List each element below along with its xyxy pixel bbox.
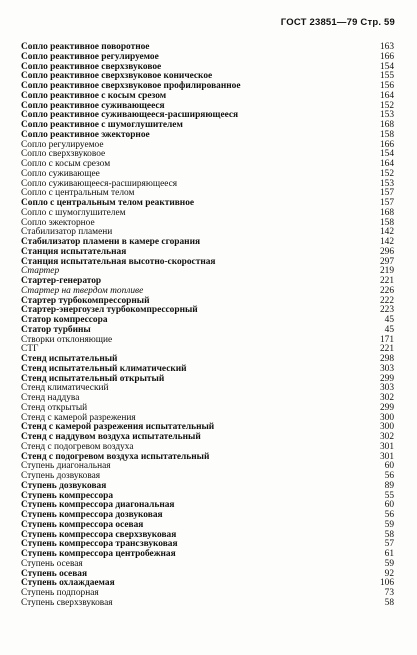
index-page-number: 142 [379,227,394,238]
index-term: Створки отклоняющие [21,334,113,345]
index-term: Ступень дозвуковая [21,480,107,491]
index-page-number: 89 [384,480,394,491]
index-page-number: 300 [379,412,394,423]
index-page-number: 155 [379,71,394,82]
index-page-number: 296 [379,246,394,257]
index-page-number: 154 [379,61,394,72]
index-page-number: 45 [384,324,394,335]
index-term: Сопло реактивное эжекторное [21,129,150,140]
index-page-number: 56 [384,510,394,520]
index-page-number: 168 [379,120,394,130]
index-term: Сопло эжекторное [21,217,95,228]
index-page-number: 157 [379,198,394,208]
index-page-number: 302 [379,432,394,442]
index-page-number: 221 [379,344,394,355]
index-page-number: 153 [379,178,394,189]
index-page-number: 157 [379,188,394,199]
index-term: Сопло с косым срезом [21,159,111,169]
index-page-number: 153 [379,110,394,121]
index-page-number: 301 [379,451,394,462]
index-page-number: 152 [379,168,394,179]
index-term: Стартер [21,266,60,277]
index-page-number: 171 [379,334,394,345]
page-header [281,17,395,28]
index-term: Стенд испытательный открытый [21,373,165,384]
index-page-number: 164 [379,90,394,101]
index-page-number: 142 [379,237,394,247]
index-page-number: 61 [384,549,394,559]
index-page-number: 58 [384,597,394,608]
index-page-number: 166 [379,139,394,150]
index-term: Ступень осевая [21,568,88,579]
index-term: Стартер турбокомпрессорный [21,295,150,306]
index-term: Ступень компрессора дозвуковая [21,510,163,520]
index-term: Сопло реактивное суживающееся [21,100,165,111]
index-term: Ступень сверхзвуковая [21,597,113,608]
index-term: Ступень компрессора [21,490,114,501]
index-page-number: 106 [379,578,394,589]
index-page-number: 158 [379,129,394,140]
index-term: Стенд с камерой разрежения [21,412,136,423]
index-term: Сопло суживающее [21,168,100,179]
index-term: Сопло суживающееся-расширяющееся [21,178,178,189]
index-term: Стенд с подогревом воздуха [21,441,134,452]
index-page-number: 58 [384,529,394,540]
index-term: Сопло реактивное с шумоглушителем [21,120,183,130]
index-page-number: 158 [379,217,394,228]
index-term: Ступень компрессора сверхзвуковая [21,529,177,540]
index-term: Стартер на твердом топливе [21,285,144,296]
index-page-number: 303 [379,363,394,374]
index-term: Стенд наддува [21,393,80,403]
index-term: Сопло сверхзвуковое [21,149,106,160]
index-term: Ступень подпорная [21,588,99,598]
index-list [21,43,394,609]
index-term: Сопло реактивное сверхзвуковое [21,61,162,72]
index-term: Сопло регулируемое [21,139,104,150]
index-term: Статор компрессора [21,315,108,325]
index-page-number: 219 [379,266,394,277]
index-page-number: 156 [379,81,394,91]
index-page-number: 297 [379,256,394,267]
index-term: Ступень компрессора трансзвуковая [21,539,178,550]
index-page-number: 57 [384,539,394,550]
index-page-number: 223 [379,305,394,316]
index-entry [21,599,394,609]
index-page-number: 55 [384,490,394,501]
index-page-number: 300 [379,422,394,433]
index-term: Стенд климатический [21,383,109,394]
index-page-number: 302 [379,393,394,403]
index-page-number: 301 [379,441,394,452]
index-page-number: 59 [384,558,394,569]
index-page-number: 56 [384,471,394,481]
index-page-number: 92 [384,568,394,579]
index-page-number: 222 [379,295,394,306]
index-term: Стенд открытый [21,402,88,413]
index-page-number: 152 [379,100,394,111]
index-term: Сопло с центральным телом [21,188,135,199]
index-page-number: 168 [379,207,394,218]
index-page-number: 166 [379,51,394,62]
index-page-number: 226 [379,285,394,296]
index-page-number: 73 [384,588,394,598]
index-term: Стенд с наддувом воздуха испытательный [21,432,201,442]
index-term: Ступень охлаждаемая [21,578,115,589]
index-page-number: 164 [379,159,394,169]
index-page-number: 154 [379,149,394,160]
index-term: Сопло реактивное регулируемое [21,51,159,62]
index-page-number: 299 [379,402,394,413]
index-page-number: 163 [379,42,394,52]
index-term: Станция испытательная высотно-скоростная [21,256,216,267]
index-term: Сопло реактивное поворотное [21,42,150,52]
index-term: Сопло с шумоглушителем [21,207,126,218]
index-term: Сопло реактивное сверхзвуковое коническое [21,71,213,82]
index-term: Сопло с центральным телом реактивное [21,198,195,208]
index-term: Ступень осевая [21,558,83,569]
index-term: Стартер-генератор [21,276,102,286]
index-term: Стенд испытательный климатический [21,363,187,374]
standard-code: ГОСТ 23851—79 [280,17,358,28]
index-page-number: 60 [384,461,394,472]
index-term: Ступень дозвуковая [21,471,101,481]
page-label: Стр. [360,17,382,28]
index-page-number: 298 [379,354,394,364]
index-term: Стенд с камерой разрежения испытательный [21,422,215,433]
index-page-number: 303 [379,383,394,394]
index-term: Стабилизатор пламени в камере сгорания [21,237,201,247]
index-entry [21,258,394,268]
index-term: Сопло реактивное с косым срезом [21,90,167,101]
index-page-number: 59 [384,519,394,530]
index-term: Статор турбины [21,324,91,335]
index-term: Стенд с подогревом воздуха испытательный [21,451,210,462]
index-term: Сопло реактивное сверхзвуковое профилированное [21,81,241,91]
index-page-number: 45 [384,315,394,325]
index-page-number: 60 [384,500,394,511]
index-term: СТГ [21,344,39,355]
index-entry [21,336,394,346]
index-term: Стартер-энергоузел турбокомпрессорный [21,305,198,316]
index-term: Ступень диагональная [21,461,111,472]
index-term: Ступень компрессора центробежная [21,549,176,559]
index-term: Ступень компрессора диагональная [21,500,175,511]
page-number: 59 [384,17,395,28]
index-page-number: 299 [379,373,394,384]
index-term: Станция испытательная [21,246,127,257]
index-page-number: 221 [379,276,394,286]
index-term: Сопло реактивное суживающееся-расширяющееся [21,110,239,121]
index-term: Стабилизатор пламени [21,227,113,238]
index-term: Ступень компрессора осевая [21,519,144,530]
index-term: Стенд испытательный [21,354,118,364]
